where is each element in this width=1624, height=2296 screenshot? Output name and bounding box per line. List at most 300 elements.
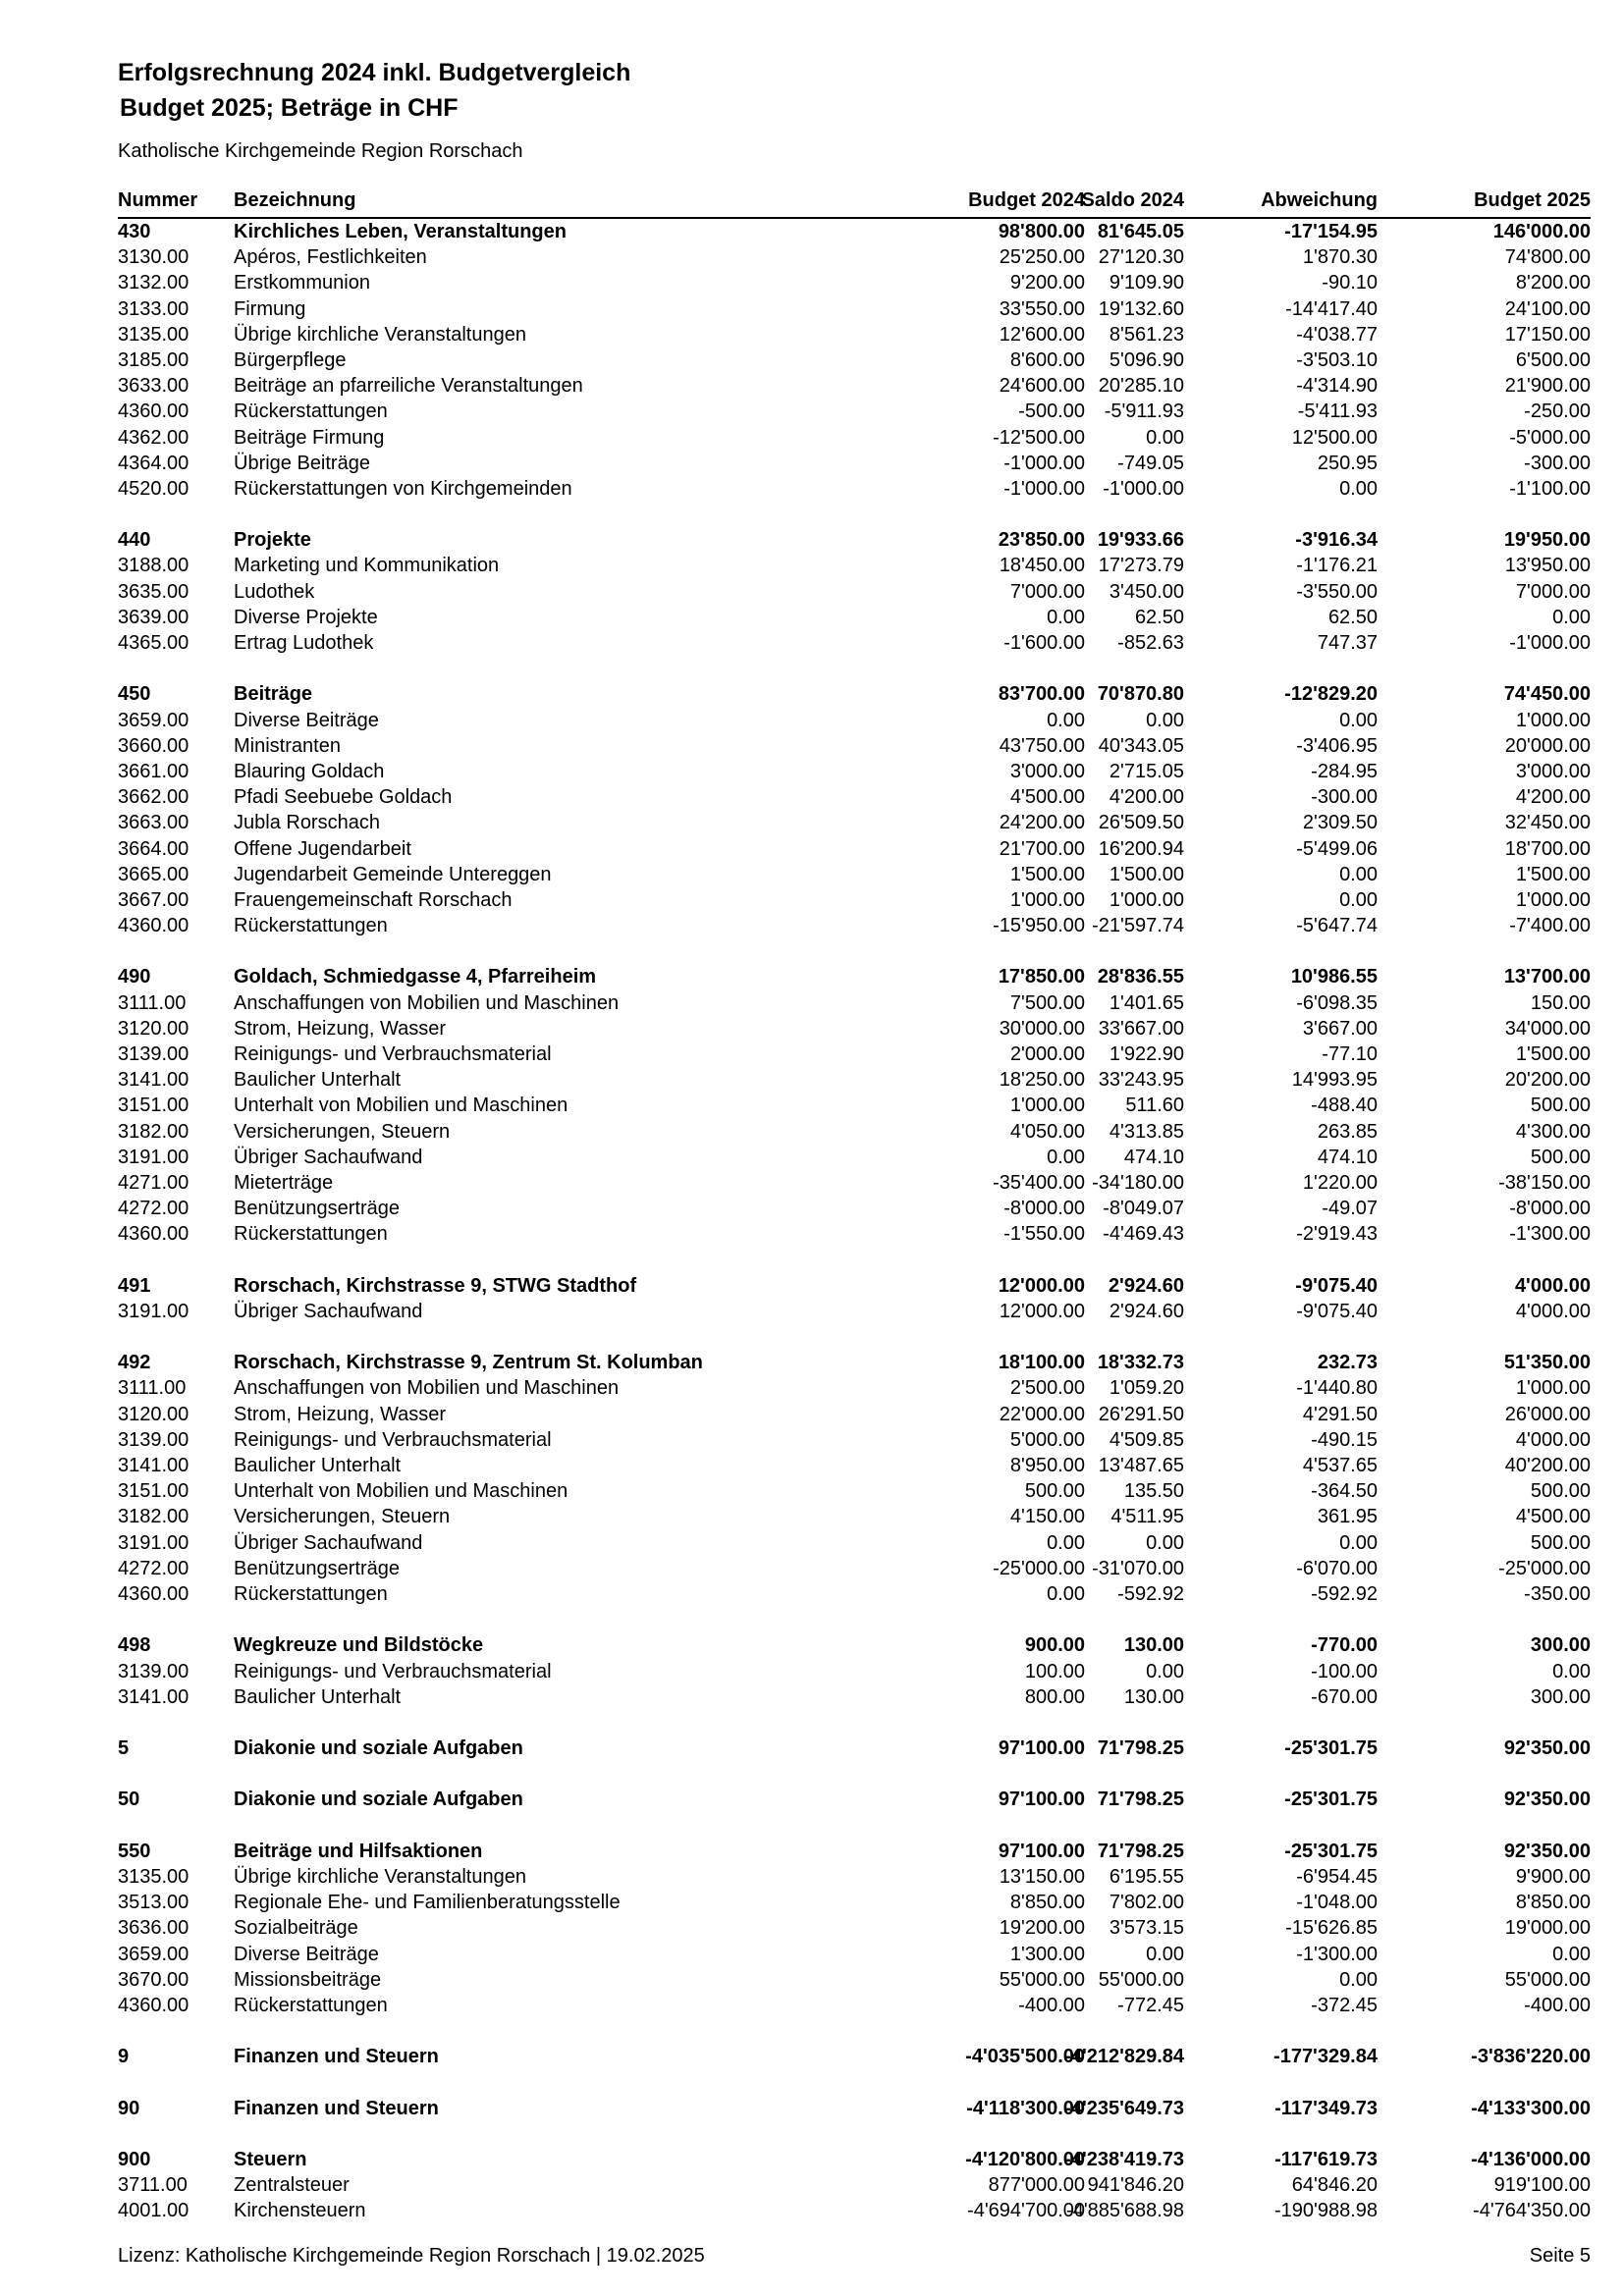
budget-2025-value: -250.00	[1524, 400, 1591, 423]
abweichung-value: 4'291.50	[1302, 1403, 1378, 1425]
budget-2025-value: -4'764'350.00	[1473, 2200, 1591, 2222]
account-name: Diverse Beiträge	[234, 709, 379, 731]
saldo-2024-value: 1'401.65	[1109, 991, 1184, 1014]
account-number: 3130.00	[118, 246, 189, 269]
account-name: Rorschach, Kirchstrasse 9, Zentrum St. Kolumban	[234, 1352, 703, 1374]
abweichung-value: 0.00	[1339, 709, 1378, 731]
group-spacer	[118, 2018, 1591, 2044]
account-number: 3139.00	[118, 1043, 189, 1065]
account-number: 4360.00	[118, 915, 189, 937]
account-number: 3151.00	[118, 1095, 189, 1117]
account-name: Benützungserträge	[234, 1198, 401, 1220]
saldo-2024-value: 40'343.05	[1098, 734, 1184, 757]
account-number: 3141.00	[118, 1455, 189, 1476]
account-name: Reinigungs- und Verbrauchsmaterial	[234, 1660, 552, 1682]
saldo-2024-value: -592.92	[1117, 1582, 1184, 1605]
account-name: Übrige kirchliche Veranstaltungen	[234, 323, 526, 346]
table-row	[118, 1170, 1591, 1196]
abweichung-value: 3'667.00	[1302, 1017, 1378, 1040]
abweichung-value: -17'154.95	[1284, 221, 1378, 242]
table-row	[118, 1504, 1591, 1529]
budget-2024-value: -4'694'700.00	[967, 2200, 1085, 2222]
table-row	[118, 1993, 1591, 2018]
saldo-2024-value: 3'573.15	[1109, 1917, 1184, 1940]
account-number: 3139.00	[118, 1660, 189, 1682]
budget-2025-value: 3'000.00	[1515, 760, 1591, 782]
budget-2025-value: 500.00	[1530, 1146, 1591, 1168]
account-number: 3662.00	[118, 786, 189, 809]
account-number: 3135.00	[118, 1866, 189, 1888]
saldo-2024-value: 0.00	[1146, 1943, 1184, 1965]
account-number: 4272.00	[118, 1557, 189, 1579]
saldo-2024-value: 4'313.85	[1109, 1120, 1184, 1143]
account-name: Kirchliches Leben, Veranstaltungen	[234, 221, 567, 242]
saldo-2024-value: -34'180.00	[1092, 1171, 1184, 1194]
budget-2024-value: 30'000.00	[999, 1017, 1085, 1040]
account-name: Rückerstattungen	[234, 915, 388, 937]
table-row	[118, 836, 1591, 862]
table-row	[118, 1016, 1591, 1041]
budget-2025-value: 1'500.00	[1515, 1043, 1591, 1065]
account-number: 3191.00	[118, 1300, 189, 1322]
budget-2024-value: -4'035'500.00	[965, 2046, 1085, 2068]
table-row	[118, 733, 1591, 759]
budget-2024-value: -12'500.00	[993, 426, 1085, 449]
budget-2024-value: 800.00	[1024, 1685, 1085, 1708]
account-name: Missionsbeiträge	[234, 1968, 382, 1991]
account-name: Erstkommunion	[234, 272, 370, 294]
table-row	[118, 1581, 1591, 1607]
saldo-2024-value: 6'195.55	[1109, 1866, 1184, 1888]
abweichung-value: 0.00	[1339, 888, 1378, 911]
abweichung-value: 10'986.55	[1290, 966, 1378, 988]
table-row	[118, 913, 1591, 938]
budget-2024-value: 24'600.00	[999, 375, 1085, 398]
abweichung-value: 4'537.65	[1302, 1455, 1378, 1476]
budget-2024-value: 9'200.00	[1009, 272, 1085, 294]
budget-2024-value: -1'600.00	[1003, 632, 1085, 654]
account-number: 3191.00	[118, 1146, 189, 1168]
saldo-2024-value: -21'597.74	[1092, 915, 1184, 937]
budget-2025-value: 55'000.00	[1504, 1968, 1591, 1991]
budget-2025-value: 146'000.00	[1492, 221, 1591, 242]
abweichung-value: -670.00	[1311, 1685, 1378, 1708]
abweichung-value: -1'440.80	[1296, 1377, 1378, 1400]
abweichung-value: -3'550.00	[1296, 580, 1378, 603]
header-budget-2024: Budget 2024	[968, 189, 1085, 211]
table-row	[118, 1530, 1591, 1556]
account-name: Übriger Sachaufwand	[234, 1531, 423, 1554]
account-number: 3111.00	[118, 991, 187, 1014]
table-row	[118, 451, 1591, 476]
saldo-2024-value: 16'200.94	[1098, 837, 1184, 860]
account-name: Versicherungen, Steuern	[234, 1120, 451, 1143]
table-row	[118, 347, 1591, 373]
account-name: Goldach, Schmiedgasse 4, Pfarreiheim	[234, 966, 597, 988]
budget-2024-value: 4'150.00	[1009, 1506, 1085, 1528]
abweichung-value: -372.45	[1311, 1994, 1378, 2016]
account-name: Mieterträge	[234, 1171, 334, 1194]
budget-2025-value: 150.00	[1530, 991, 1591, 1014]
budget-2025-value: 0.00	[1552, 1943, 1591, 1965]
abweichung-value: -90.10	[1322, 272, 1378, 294]
abweichung-value: -3'406.95	[1296, 734, 1378, 757]
account-name: Pfadi Seebuebe Goldach	[234, 786, 453, 809]
saldo-2024-value: 5'096.90	[1109, 348, 1184, 371]
saldo-2024-value: 33'667.00	[1098, 1017, 1184, 1040]
abweichung-value: -6'098.35	[1296, 991, 1378, 1014]
account-number: 3635.00	[118, 580, 189, 603]
budget-2025-value: 19'000.00	[1504, 1917, 1591, 1940]
table-row	[118, 1915, 1591, 1941]
account-number: 3141.00	[118, 1069, 189, 1092]
budget-2024-value: 21'700.00	[999, 837, 1085, 860]
budget-2024-value: 25'250.00	[999, 246, 1085, 269]
abweichung-value: -100.00	[1311, 1660, 1378, 1682]
budget-2025-value: -38'150.00	[1498, 1171, 1591, 1194]
abweichung-value: -117'619.73	[1274, 2149, 1378, 2171]
account-name: Firmung	[234, 297, 306, 320]
group-spacer	[118, 2121, 1591, 2147]
table-row	[118, 373, 1591, 399]
abweichung-value: -2'919.43	[1296, 1223, 1378, 1246]
account-number: 3135.00	[118, 323, 189, 346]
budget-2024-value: 1'500.00	[1009, 863, 1085, 885]
saldo-2024-value: 70'870.80	[1097, 683, 1184, 706]
budget-2025-value: 92'350.00	[1503, 1737, 1591, 1760]
account-name: Rückerstattungen	[234, 400, 388, 423]
budget-2024-value: 19'200.00	[999, 1917, 1085, 1940]
saldo-2024-value: 0.00	[1146, 426, 1184, 449]
saldo-2024-value: 2'715.05	[1109, 760, 1184, 782]
account-name: Diakonie und soziale Aufgaben	[234, 1737, 523, 1760]
saldo-2024-value: 17'273.79	[1098, 555, 1184, 577]
account-name: Finanzen und Steuern	[234, 2046, 439, 2068]
account-number: 3659.00	[118, 709, 189, 731]
footer-license: Lizenz: Katholische Kirchgemeinde Region Rorschach | 19.02.2025	[118, 2245, 705, 2267]
account-number: 3191.00	[118, 1531, 189, 1554]
account-number: 490	[118, 966, 151, 988]
table-row	[118, 1659, 1591, 1684]
table-row	[118, 1041, 1591, 1067]
header-bezeichnung: Bezeichnung	[234, 189, 356, 211]
budget-2025-value: 74'800.00	[1504, 246, 1591, 269]
table-row	[118, 708, 1591, 733]
header-abweichung: Abweichung	[1261, 189, 1378, 211]
account-number: 4360.00	[118, 1223, 189, 1246]
group-total-row	[118, 964, 1591, 989]
budget-2024-value: 7'000.00	[1009, 580, 1085, 603]
saldo-2024-value: 130.00	[1123, 1634, 1184, 1657]
budget-2025-value: -25'000.00	[1498, 1557, 1591, 1579]
budget-2025-value: 32'450.00	[1504, 812, 1591, 834]
budget-2025-value: 40'200.00	[1504, 1455, 1591, 1476]
abweichung-value: -25'301.75	[1284, 1789, 1378, 1811]
account-number: 3660.00	[118, 734, 189, 757]
table-row	[118, 553, 1591, 578]
budget-2024-value: 3'000.00	[1009, 760, 1085, 782]
group-total-row	[118, 1787, 1591, 1812]
budget-2024-value: -8'000.00	[1003, 1198, 1085, 1220]
account-number: 4360.00	[118, 1994, 189, 2016]
budget-2025-value: 7'000.00	[1515, 580, 1591, 603]
table-row	[118, 425, 1591, 451]
budget-2025-value: 21'900.00	[1504, 375, 1591, 398]
table-row	[118, 605, 1591, 630]
budget-2025-value: 0.00	[1552, 1660, 1591, 1682]
saldo-2024-value: 18'332.73	[1097, 1352, 1184, 1374]
account-name: Beiträge und Hilfsaktionen	[234, 1840, 483, 1862]
account-number: 5	[118, 1737, 130, 1760]
budget-2025-value: -1'000.00	[1509, 632, 1591, 654]
account-number: 3639.00	[118, 606, 189, 628]
account-name: Anschaffungen von Mobilien und Maschinen	[234, 991, 620, 1014]
table-row	[118, 1402, 1591, 1427]
group-total-row	[118, 1839, 1591, 1864]
group-spacer	[118, 938, 1591, 964]
account-name: Baulicher Unterhalt	[234, 1685, 402, 1708]
budget-2024-value: 18'250.00	[999, 1069, 1085, 1092]
budget-2025-value: 919'100.00	[1493, 2174, 1591, 2197]
budget-2025-value: -7'400.00	[1509, 915, 1591, 937]
budget-2025-value: -8'000.00	[1509, 1198, 1591, 1220]
saldo-2024-value: 27'120.30	[1098, 246, 1184, 269]
account-number: 3120.00	[118, 1403, 189, 1425]
saldo-2024-value: 33'243.95	[1098, 1069, 1184, 1092]
account-number: 3139.00	[118, 1428, 189, 1451]
group-spacer	[118, 1324, 1591, 1350]
table-row	[118, 630, 1591, 656]
saldo-2024-value: 1'000.00	[1109, 888, 1184, 911]
budget-2025-value: 92'350.00	[1503, 1840, 1591, 1862]
budget-2024-value: 33'550.00	[999, 297, 1085, 320]
budget-2024-value: 4'500.00	[1009, 786, 1085, 809]
account-number: 491	[118, 1274, 151, 1297]
budget-2025-value: 300.00	[1530, 1634, 1591, 1657]
table-row	[118, 862, 1591, 887]
footer-page-number: Seite 5	[1529, 2245, 1591, 2267]
table-row	[118, 1145, 1591, 1170]
saldo-2024-value: -4'238'419.73	[1064, 2149, 1184, 2171]
budget-2024-value: 17'850.00	[998, 966, 1085, 988]
account-number: 4364.00	[118, 452, 189, 474]
table-row	[118, 296, 1591, 322]
saldo-2024-value: 0.00	[1146, 709, 1184, 731]
account-name: Rückerstattungen	[234, 1994, 388, 2016]
saldo-2024-value: 71'798.25	[1097, 1737, 1184, 1760]
saldo-2024-value: 62.50	[1134, 606, 1184, 628]
budget-2024-value: 18'100.00	[998, 1352, 1085, 1374]
header-budget-2025: Budget 2025	[1474, 189, 1591, 211]
budget-2024-value: 8'600.00	[1009, 348, 1085, 371]
budget-2024-value: 12'000.00	[998, 1274, 1085, 1297]
group-total-row	[118, 2147, 1591, 2172]
header-nummer: Nummer	[118, 189, 198, 211]
saldo-2024-value: 511.60	[1125, 1095, 1184, 1117]
abweichung-value: 0.00	[1339, 477, 1378, 500]
account-name: Diverse Projekte	[234, 606, 378, 628]
saldo-2024-value: 19'132.60	[1098, 297, 1184, 320]
group-spacer	[118, 502, 1591, 527]
abweichung-value: -3'916.34	[1295, 529, 1378, 552]
table-row	[118, 270, 1591, 295]
saldo-2024-value: 26'509.50	[1098, 812, 1184, 834]
table-row	[118, 1067, 1591, 1093]
abweichung-value: -5'647.74	[1296, 915, 1378, 937]
account-name: Zentralsteuer	[234, 2174, 350, 2197]
table-row	[118, 1684, 1591, 1710]
saldo-2024-value: 1'500.00	[1109, 863, 1184, 885]
budget-2025-value: 1'500.00	[1515, 863, 1591, 885]
group-total-row	[118, 1350, 1591, 1375]
saldo-2024-value: 28'836.55	[1097, 966, 1184, 988]
saldo-2024-value: -852.63	[1117, 632, 1184, 654]
abweichung-value: 1'870.30	[1302, 246, 1378, 269]
account-name: Anschaffungen von Mobilien und Maschinen	[234, 1377, 620, 1400]
budget-2024-value: 7'500.00	[1009, 991, 1085, 1014]
saldo-2024-value: 4'200.00	[1109, 786, 1184, 809]
account-number: 3665.00	[118, 863, 189, 885]
account-name: Diverse Beiträge	[234, 1943, 379, 1965]
saldo-2024-value: -4'469.43	[1103, 1223, 1184, 1246]
account-number: 450	[118, 683, 151, 706]
account-number: 3141.00	[118, 1685, 189, 1708]
budget-2025-value: 500.00	[1530, 1095, 1591, 1117]
budget-2025-value: 0.00	[1552, 606, 1591, 628]
budget-2025-value: 20'200.00	[1504, 1069, 1591, 1092]
group-spacer	[118, 656, 1591, 681]
account-number: 3513.00	[118, 1892, 189, 1914]
abweichung-value: -1'176.21	[1296, 555, 1378, 577]
budget-2025-value: 500.00	[1530, 1480, 1591, 1503]
group-spacer	[118, 2070, 1591, 2096]
budget-2025-value: 4'000.00	[1514, 1274, 1591, 1297]
budget-2024-value: 18'450.00	[999, 555, 1085, 577]
abweichung-value: -14'417.40	[1285, 297, 1378, 320]
account-number: 3661.00	[118, 760, 189, 782]
table-row	[118, 244, 1591, 270]
saldo-2024-value: 19'933.66	[1097, 529, 1184, 552]
budget-2024-value: -400.00	[1018, 1994, 1085, 2016]
budget-2024-value: -25'000.00	[993, 1557, 1085, 1579]
account-name: Übrige Beiträge	[234, 452, 370, 474]
budget-2024-value: 0.00	[1047, 1531, 1085, 1554]
table-row	[118, 1967, 1591, 1993]
abweichung-value: -1'300.00	[1296, 1943, 1378, 1965]
budget-2025-value: 300.00	[1530, 1685, 1591, 1708]
account-number: 4362.00	[118, 426, 189, 449]
account-name: Unterhalt von Mobilien und Maschinen	[234, 1480, 568, 1503]
abweichung-value: -284.95	[1311, 760, 1378, 782]
budget-2024-value: 1'300.00	[1009, 1943, 1085, 1965]
budget-2025-value: -4'133'300.00	[1471, 2097, 1591, 2119]
abweichung-value: -592.92	[1311, 1582, 1378, 1605]
table-row	[118, 1196, 1591, 1221]
account-name: Apéros, Festlichkeiten	[234, 246, 427, 269]
account-number: 3185.00	[118, 348, 189, 371]
table-row	[118, 1478, 1591, 1504]
budget-2025-value: 4'500.00	[1515, 1506, 1591, 1528]
account-name: Beiträge Firmung	[234, 426, 385, 449]
budget-2024-value: 4'050.00	[1009, 1120, 1085, 1143]
account-number: 3663.00	[118, 812, 189, 834]
account-number: 3664.00	[118, 837, 189, 860]
abweichung-value: -488.40	[1311, 1095, 1378, 1117]
budget-2025-value: 18'700.00	[1504, 837, 1591, 860]
saldo-2024-value: 20'285.10	[1098, 375, 1184, 398]
budget-2024-value: 0.00	[1047, 1582, 1085, 1605]
budget-2024-value: 24'200.00	[999, 812, 1085, 834]
account-name: Diakonie und soziale Aufgaben	[234, 1789, 523, 1811]
table-row	[118, 784, 1591, 810]
budget-2024-value: -1'550.00	[1003, 1223, 1085, 1246]
account-name: Benützungserträge	[234, 1557, 401, 1579]
group-spacer	[118, 1710, 1591, 1735]
abweichung-value: -770.00	[1311, 1634, 1378, 1657]
abweichung-value: 62.50	[1327, 606, 1378, 628]
account-number: 4360.00	[118, 1582, 189, 1605]
budget-2024-value: 12'600.00	[999, 323, 1085, 346]
account-number: 3182.00	[118, 1506, 189, 1528]
table-row	[118, 1375, 1591, 1401]
abweichung-value: -6'954.45	[1296, 1866, 1378, 1888]
saldo-2024-value: -5'911.93	[1104, 400, 1184, 423]
abweichung-value: 474.10	[1317, 1146, 1378, 1168]
budget-2025-value: -4'136'000.00	[1471, 2149, 1591, 2171]
budget-2025-value: 24'100.00	[1504, 297, 1591, 320]
abweichung-value: 64'846.20	[1291, 2174, 1378, 2197]
budget-2025-value: 19'950.00	[1503, 529, 1591, 552]
account-name: Baulicher Unterhalt	[234, 1455, 402, 1476]
budget-2024-value: -4'120'800.00	[965, 2149, 1085, 2171]
abweichung-value: 14'993.95	[1291, 1069, 1378, 1092]
group-total-row	[118, 2044, 1591, 2069]
budget-2025-value: 17'150.00	[1504, 323, 1591, 346]
table-row	[118, 990, 1591, 1016]
table-row	[118, 1427, 1591, 1453]
saldo-2024-value: 9'109.90	[1109, 272, 1184, 294]
abweichung-value: 0.00	[1339, 1968, 1378, 1991]
saldo-2024-value: 71'798.25	[1097, 1840, 1184, 1862]
saldo-2024-value: 474.10	[1123, 1146, 1184, 1168]
budget-2024-value: 97'100.00	[998, 1789, 1085, 1811]
abweichung-value: -177'329.84	[1273, 2046, 1378, 2068]
saldo-2024-value: 2'924.60	[1109, 1300, 1184, 1322]
abweichung-value: 232.73	[1317, 1352, 1378, 1374]
saldo-2024-value: 0.00	[1146, 1660, 1184, 1682]
account-name: Reinigungs- und Verbrauchsmaterial	[234, 1428, 552, 1451]
budget-2024-value: 0.00	[1047, 709, 1085, 731]
group-spacer	[118, 1248, 1591, 1273]
document-title: Erfolgsrechnung 2024 inkl. Budgetvergleich	[118, 59, 631, 86]
account-name: Rückerstattungen	[234, 1223, 388, 1246]
budget-2025-value: 51'350.00	[1503, 1352, 1591, 1374]
abweichung-value: -300.00	[1311, 786, 1378, 809]
abweichung-value: -9'075.40	[1296, 1300, 1378, 1322]
account-number: 498	[118, 1634, 151, 1657]
saldo-2024-value: 0.00	[1146, 1531, 1184, 1554]
abweichung-value: -25'301.75	[1284, 1737, 1378, 1760]
account-number: 3711.00	[118, 2174, 188, 2197]
saldo-2024-value: -4'235'649.73	[1064, 2097, 1184, 2119]
account-name: Übriger Sachaufwand	[234, 1146, 423, 1168]
account-name: Wegkreuze und Bildstöcke	[234, 1634, 484, 1657]
budget-2025-value: 26'000.00	[1504, 1403, 1591, 1425]
account-number: 550	[118, 1840, 151, 1862]
budget-2025-value: 4'000.00	[1515, 1300, 1591, 1322]
account-number: 3188.00	[118, 555, 189, 577]
table-row	[118, 810, 1591, 835]
